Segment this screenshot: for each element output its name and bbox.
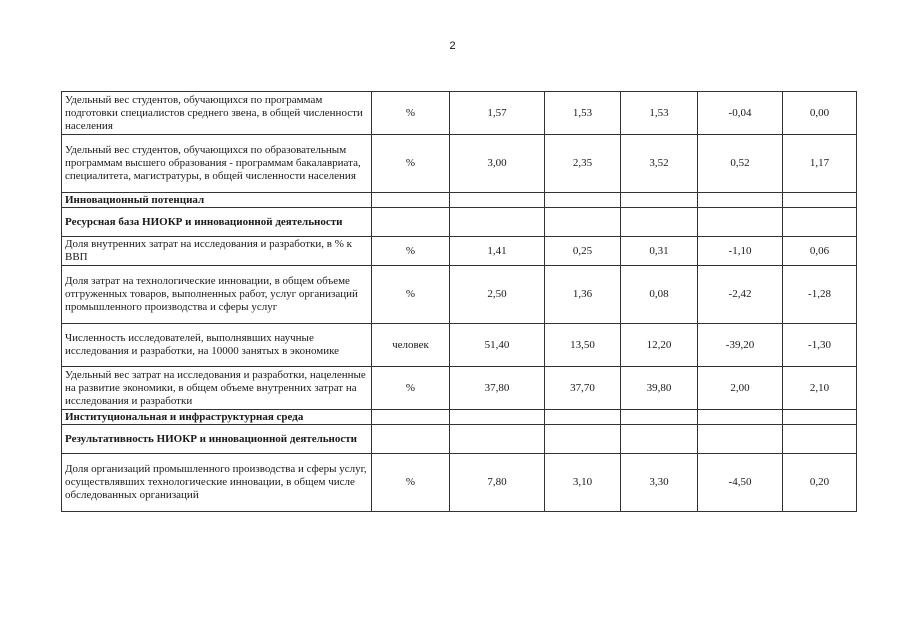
value-cell-3: 0,08 (621, 266, 698, 324)
section-row (62, 410, 857, 425)
value-cell-1: 51,40 (450, 324, 545, 367)
unit-cell (372, 410, 450, 425)
unit-cell: % (372, 237, 450, 266)
value-cell-5: -1,28 (783, 266, 857, 324)
value-cell-3 (621, 410, 698, 425)
value-cell-3: 3,52 (621, 135, 698, 193)
value-cell-5 (783, 425, 857, 454)
value-cell-5 (783, 410, 857, 425)
value-cell-1: 7,80 (450, 454, 545, 512)
indicator-label: Результативность НИОКР и инновационной деятельности (62, 425, 372, 454)
indicator-label: Доля организаций промышленного производства и сферы услуг, осуществлявших технологические инновации, в общем числе обследованных организаций (62, 454, 372, 512)
table-row (62, 237, 857, 266)
value-cell-5: 0,00 (783, 92, 857, 135)
value-cell-4: 0,52 (698, 135, 783, 193)
value-cell-4: -4,50 (698, 454, 783, 512)
value-cell-3: 1,53 (621, 92, 698, 135)
indicator-label: Доля внутренних затрат на исследования и разработки, в % к ВВП (62, 237, 372, 266)
value-cell-2: 0,25 (545, 237, 621, 266)
value-cell-4 (698, 425, 783, 454)
unit-cell (372, 425, 450, 454)
value-cell-1: 3,00 (450, 135, 545, 193)
value-cell-4: -39,20 (698, 324, 783, 367)
value-cell-4 (698, 193, 783, 208)
table-row (62, 135, 857, 193)
unit-cell: % (372, 367, 450, 410)
indicator-label: Доля затрат на технологические инновации, в общем объеме отгруженных товаров, выполненных работ, услуг организаций промышленного производства и сферы услуг (62, 266, 372, 324)
value-cell-2: 3,10 (545, 454, 621, 512)
value-cell-1 (450, 425, 545, 454)
value-cell-1 (450, 208, 545, 237)
value-cell-3 (621, 193, 698, 208)
section-row (62, 208, 857, 237)
unit-cell: % (372, 454, 450, 512)
value-cell-2: 37,70 (545, 367, 621, 410)
indicator-label: Институциональная и инфраструктурная среда (62, 410, 372, 425)
table-row (62, 454, 857, 512)
value-cell-1 (450, 193, 545, 208)
table-body (62, 92, 857, 512)
indicator-label: Инновационный потенциал (62, 193, 372, 208)
indicator-label: Численность исследователей, выполнявших научные исследования и разработки, на 10000 занятых в экономике (62, 324, 372, 367)
value-cell-3: 0,31 (621, 237, 698, 266)
value-cell-5: 2,10 (783, 367, 857, 410)
value-cell-5: 0,20 (783, 454, 857, 512)
value-cell-2: 1,53 (545, 92, 621, 135)
unit-cell: человек (372, 324, 450, 367)
unit-cell (372, 193, 450, 208)
indicator-label: Удельный вес затрат на исследования и разработки, нацеленные на развитие экономики, в общем объеме внутренних затрат на исследования и разработки (62, 367, 372, 410)
section-row (62, 193, 857, 208)
value-cell-1: 37,80 (450, 367, 545, 410)
value-cell-3 (621, 208, 698, 237)
unit-cell: % (372, 135, 450, 193)
value-cell-2: 2,35 (545, 135, 621, 193)
indicator-label: Удельный вес студентов, обучающихся по программам подготовки специалистов среднего звена, в общей численности населения (62, 92, 372, 135)
value-cell-3: 39,80 (621, 367, 698, 410)
value-cell-1 (450, 410, 545, 425)
unit-cell: % (372, 92, 450, 135)
value-cell-2: 13,50 (545, 324, 621, 367)
value-cell-4 (698, 208, 783, 237)
value-cell-2: 1,36 (545, 266, 621, 324)
value-cell-4: -2,42 (698, 266, 783, 324)
value-cell-2 (545, 425, 621, 454)
value-cell-1: 1,41 (450, 237, 545, 266)
indicator-label: Ресурсная база НИОКР и инновационной деятельности (62, 208, 372, 237)
indicator-label: Удельный вес студентов, обучающихся по образовательным программам высшего образования - программам бакалавриата, специалитета, магистратуры, в общей численности населения (62, 135, 372, 193)
table-row (62, 266, 857, 324)
table-row (62, 324, 857, 367)
value-cell-3 (621, 425, 698, 454)
value-cell-1: 1,57 (450, 92, 545, 135)
value-cell-5: -1,30 (783, 324, 857, 367)
table-row (62, 92, 857, 135)
value-cell-5 (783, 193, 857, 208)
section-row (62, 425, 857, 454)
table-row (62, 367, 857, 410)
value-cell-2 (545, 410, 621, 425)
value-cell-4: -1,10 (698, 237, 783, 266)
value-cell-4 (698, 410, 783, 425)
unit-cell (372, 208, 450, 237)
value-cell-3: 12,20 (621, 324, 698, 367)
value-cell-2 (545, 208, 621, 237)
value-cell-4: 2,00 (698, 367, 783, 410)
value-cell-3: 3,30 (621, 454, 698, 512)
value-cell-5: 1,17 (783, 135, 857, 193)
unit-cell: % (372, 266, 450, 324)
value-cell-4: -0,04 (698, 92, 783, 135)
value-cell-5 (783, 208, 857, 237)
value-cell-1: 2,50 (450, 266, 545, 324)
value-cell-2 (545, 193, 621, 208)
indicators-table (61, 91, 857, 512)
value-cell-5: 0,06 (783, 237, 857, 266)
page-number: 2 (449, 40, 456, 52)
